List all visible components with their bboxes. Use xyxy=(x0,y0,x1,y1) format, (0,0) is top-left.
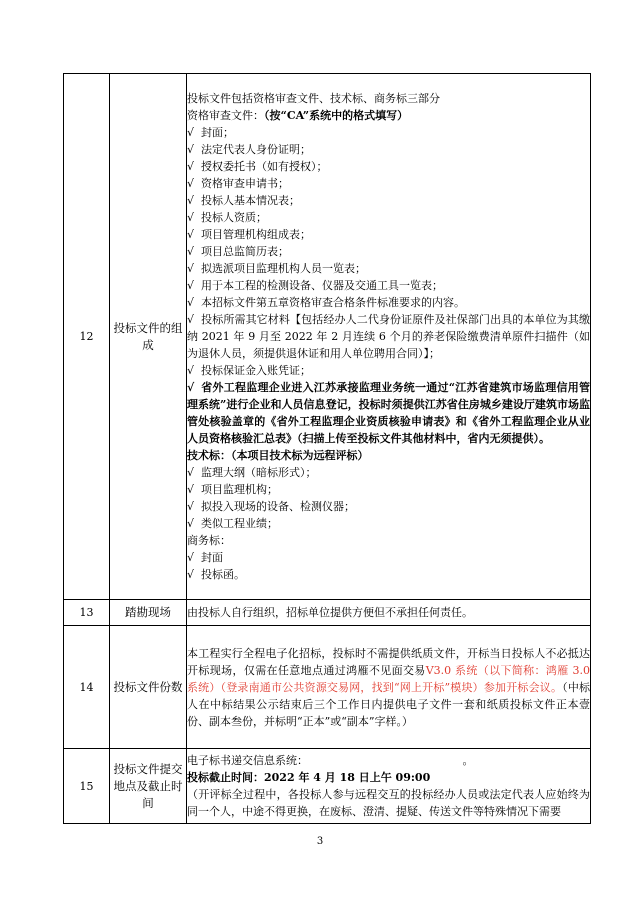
list-item: √ 用于本工程的检测设备、仪器及交通工具一览表； xyxy=(187,279,443,292)
table-row-13 xyxy=(64,600,591,626)
row-label: 投标文件份数 xyxy=(110,626,187,749)
row-label: 投标文件提交地点及截止时间 xyxy=(110,749,187,824)
list-item: √ 投标人基本情况表； xyxy=(187,194,300,207)
check-icon: √ xyxy=(187,194,195,207)
check-icon: √ xyxy=(187,211,195,224)
list-item: √ 项目总监简历表； xyxy=(187,245,289,258)
check-icon: √ xyxy=(187,381,195,394)
list-item: √ 监理大纲（暗标形式）； xyxy=(187,466,317,479)
check-icon: √ xyxy=(187,126,195,139)
bidding-info-table xyxy=(63,73,591,824)
check-icon: √ xyxy=(187,143,195,156)
tech-list xyxy=(187,464,590,532)
check-icon: √ xyxy=(187,228,195,241)
check-icon: √ xyxy=(187,466,195,479)
list-item: √ 封面 xyxy=(187,551,223,564)
row-content xyxy=(187,626,591,749)
qual-heading: 资格审查文件：（按“CA”系统中的格式填写） xyxy=(187,109,409,122)
row-text: 由投标人自行组织，招标单位提供方便但不承担任何责任。 xyxy=(187,606,473,619)
check-icon: √ xyxy=(187,245,195,258)
check-icon: √ xyxy=(187,279,195,292)
row-content xyxy=(187,74,591,600)
table-row-15 xyxy=(64,749,591,824)
page-number: 3 xyxy=(316,836,324,847)
list-item: √ 投标人资质； xyxy=(187,211,267,224)
tech-heading: 技术标：（本项目技术标为远程评标） xyxy=(187,449,369,462)
table-row-14 xyxy=(64,626,591,749)
list-item: √ 法定代表人身份证明； xyxy=(187,143,311,156)
table-row-12 xyxy=(64,74,591,600)
note-line: （开评标全过程中，各投标人参与远程交互的投标经办人员或法定代表人应始终为同一个人，中途不得更换，在废标、澄清、提疑、传送文件等特殊情况下需要 xyxy=(187,788,590,818)
deadline-line: 投标截止时间：2022 年 4 月 18 日上午 09:00 xyxy=(187,771,431,784)
list-item: √ 封面； xyxy=(187,126,234,139)
list-item: √ 项目监理机构； xyxy=(187,483,278,496)
list-item: √ 拟投入现场的设备、检测仪器； xyxy=(187,500,355,513)
check-icon: √ xyxy=(187,500,195,513)
list-item: √ 类似工程业绩； xyxy=(187,517,278,530)
other-materials: √ 投标所需其它材料【包括经办人二代身份证原件及社保部门出具的本单位为其缴纳 2021 年 9 月至 2022 年 2 月连续 6 个月的养老保险缴费清单原件扫描件（如为退休人员，须提供退休证和用人单位聘用合同）】； xyxy=(187,313,590,360)
biz-list xyxy=(187,549,590,583)
guarantee-item: √ 投标保证金入账凭证； xyxy=(187,364,311,377)
row-content xyxy=(187,749,591,824)
check-icon: √ xyxy=(187,551,195,564)
list-item: √ 资格审查申请书； xyxy=(187,177,289,190)
list-item: √ 投标函。 xyxy=(187,568,245,581)
row-content xyxy=(187,600,591,626)
qual-list xyxy=(187,124,590,311)
check-icon: √ xyxy=(187,313,195,326)
row-label: 投标文件的组成 xyxy=(110,74,187,600)
system-line: 电子标书递交信息系统： 。 xyxy=(187,754,474,767)
list-item: √ 拟选派项目监理机构人员一览表； xyxy=(187,262,366,275)
out-province-item: √ 省外工程监理企业进入江苏承接监理业务统一通过“江苏省建筑市场监理信用管理系统”进行企业和人员信息登记，投标时须提供江苏省住房城乡建设厅建筑市场监管处核验盖章的《省外工程监理企业资质核验申请表》和《省外工程监理企业从业人员资格核验汇总表》（扫描上传至投标文件其他材料中，省内无须提供）。 xyxy=(187,381,590,445)
biz-heading: 商务标： xyxy=(187,534,231,547)
row-text: 本工程实行全程电子化招标，投标时不需提供纸质文件，开标当日投标人不必抵达开标现场，仅需在任意地点通过鸿雁不见面交易V3.0 系统（以下简称：鸿雁 3.0 系统）（登录南通市公共资源交易网，找到“网上开标”模块）参加开标会议。（中标人在中标结果公示结束后三个工作日内提供电子文件一套和纸质投标文件正本壹份、副本叁份，并标明“正本”或“副本”字样。） xyxy=(187,646,591,728)
intro-line: 投标文件包括资格审查文件、技术标、商务标三部分 xyxy=(187,92,440,105)
list-item: √ 授权委托书（如有授权）； xyxy=(187,160,328,173)
row-number: 13 xyxy=(64,600,110,626)
check-icon: √ xyxy=(187,296,195,309)
check-icon: √ xyxy=(187,364,195,377)
check-icon: √ xyxy=(187,483,195,496)
check-icon: √ xyxy=(187,262,195,275)
check-icon: √ xyxy=(187,568,195,581)
row-number: 12 xyxy=(64,74,110,600)
list-item: √ 本招标文件第五章资格审查合格条件标准要求的内容。 xyxy=(187,296,465,309)
row-label: 踏勘现场 xyxy=(110,600,187,626)
check-icon: √ xyxy=(187,177,195,190)
check-icon: √ xyxy=(187,160,195,173)
list-item: √ 项目管理机构组成表； xyxy=(187,228,311,241)
row-number: 14 xyxy=(64,626,110,749)
check-icon: √ xyxy=(187,517,195,530)
row-number: 15 xyxy=(64,749,110,824)
